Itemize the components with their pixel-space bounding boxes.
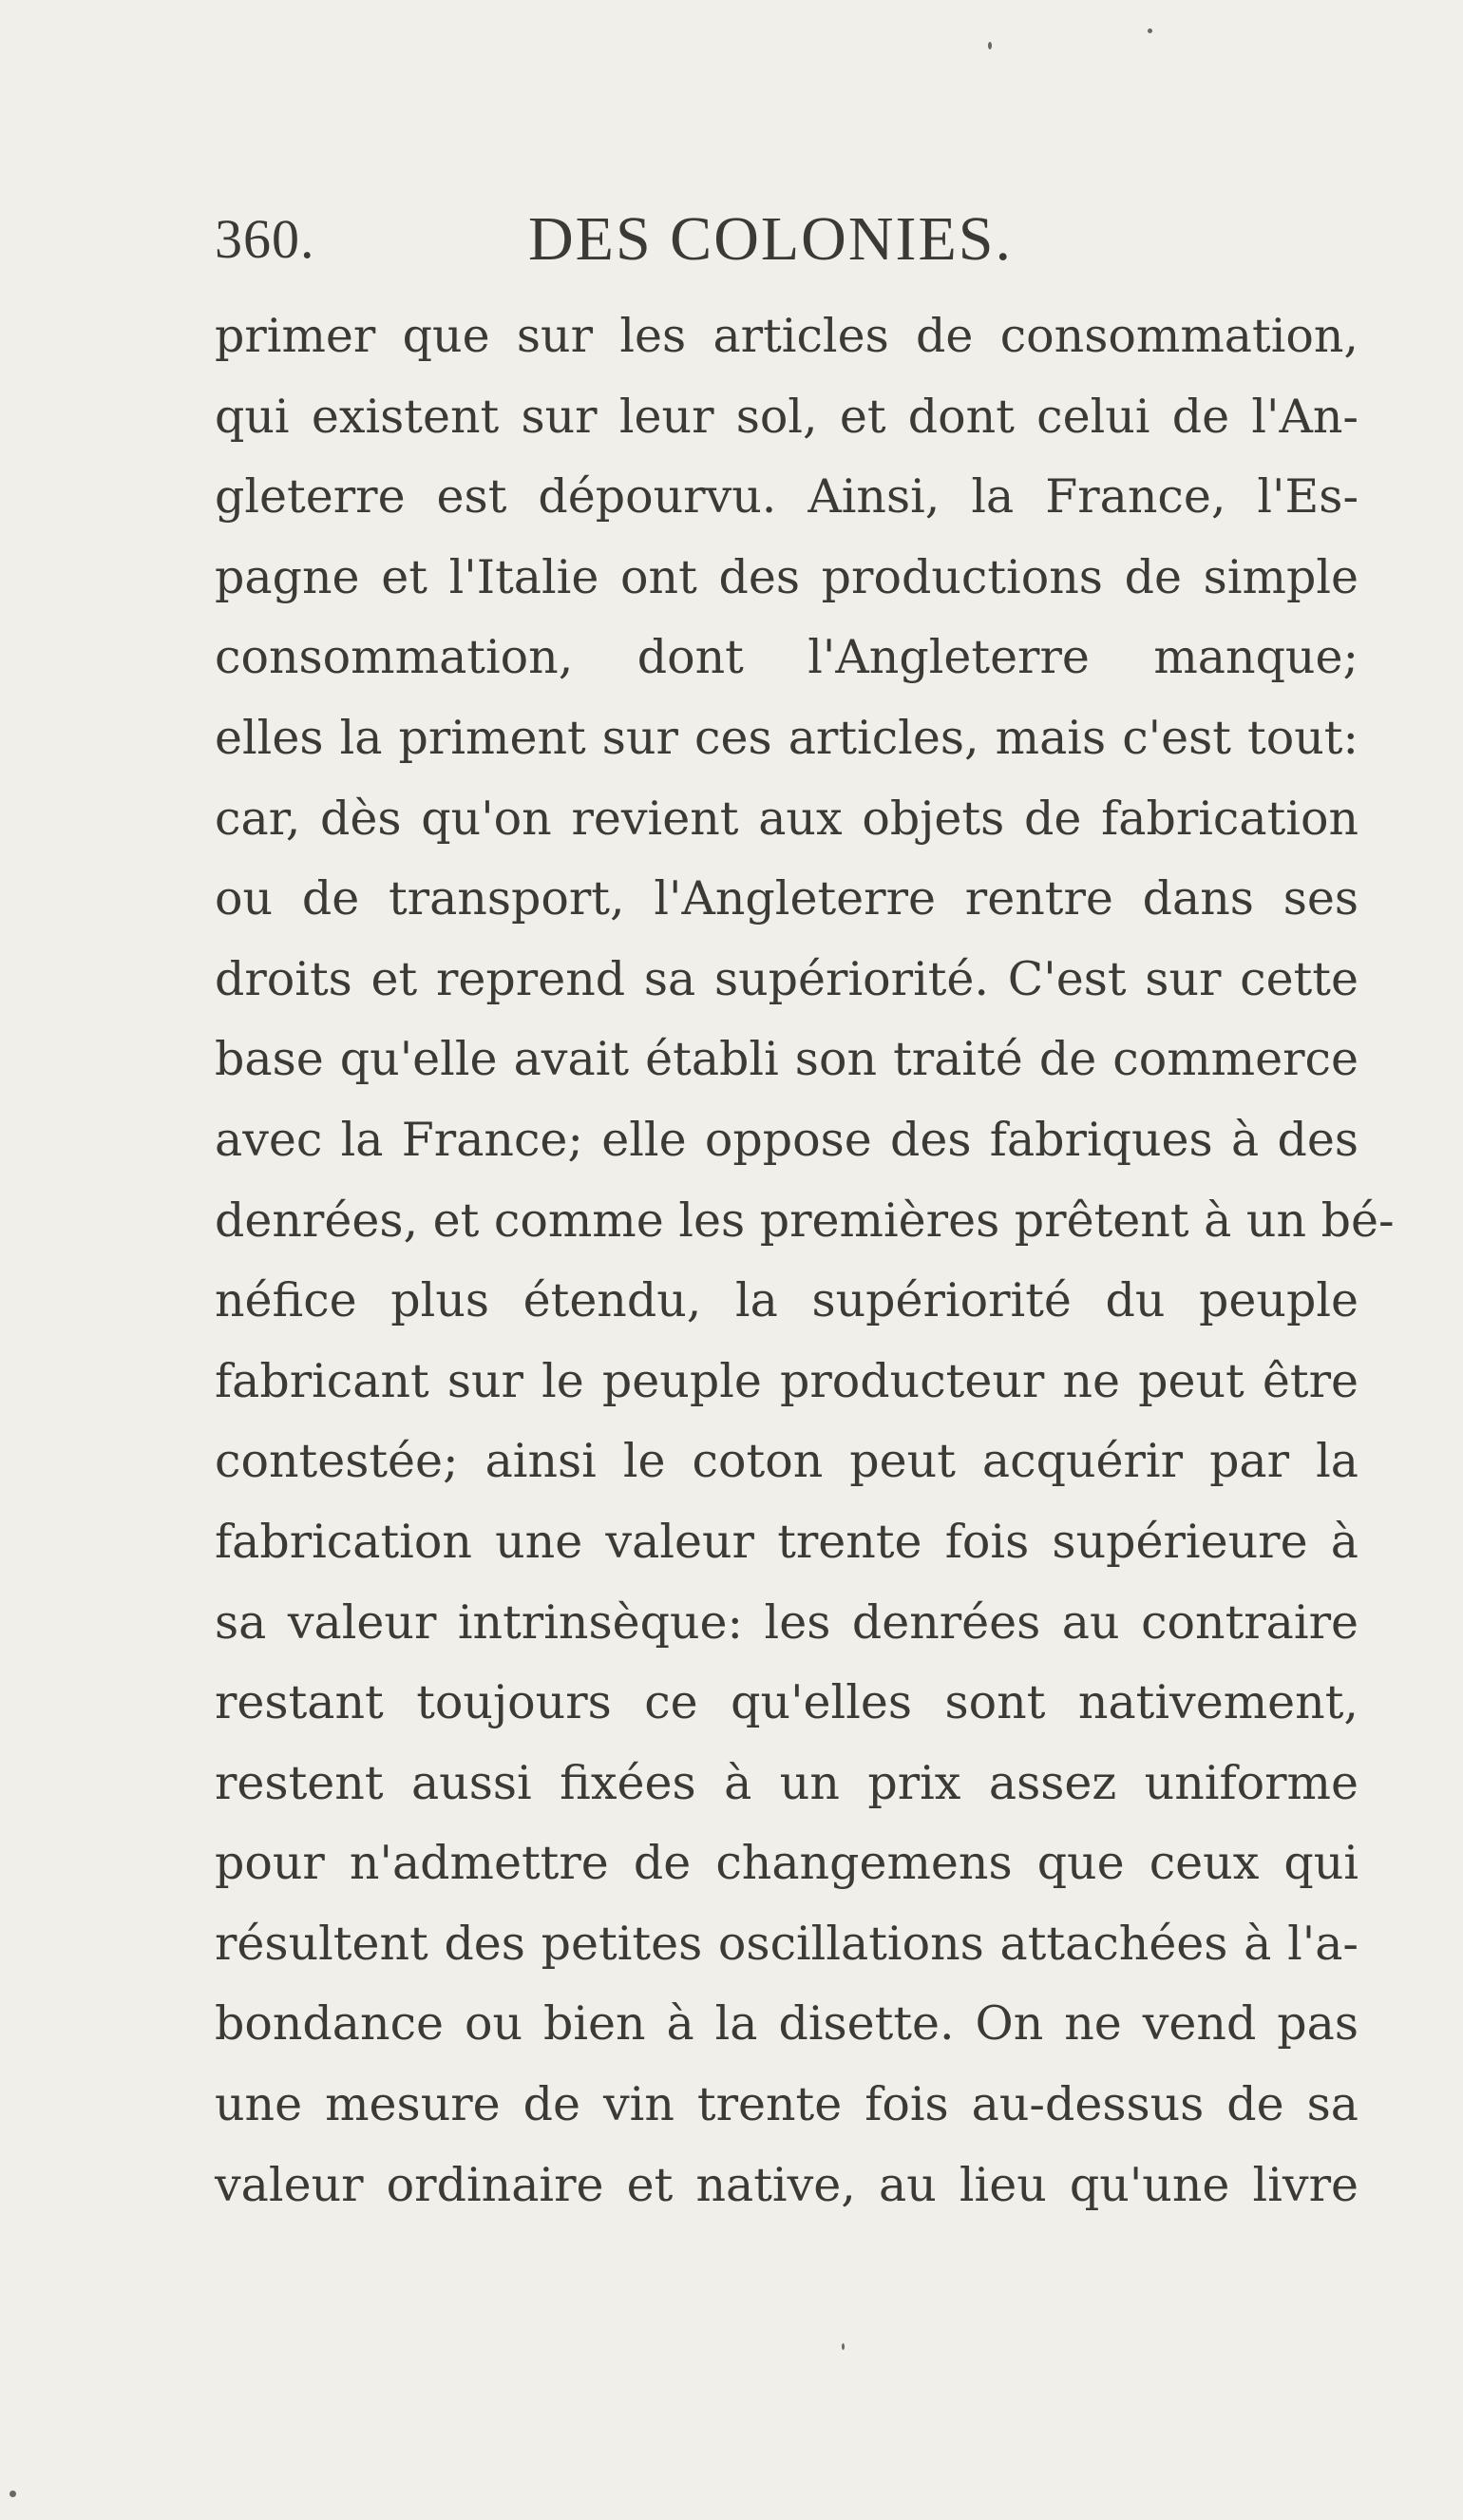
text-line: gleterre est dépourvu. Ainsi, la France, l'Es- (215, 469, 1358, 525)
page-header (215, 201, 1355, 277)
paper-speck (988, 42, 992, 49)
text-line: néfice plus étendu, la supériorité du peuple (215, 1273, 1358, 1328)
text-line: pour n'admettre de changemens que ceux qui (215, 1836, 1358, 1891)
text-line: qui existent sur leur sol, et dont celui de l'An- (215, 389, 1358, 444)
text-line: car, dès qu'on revient aux objets de fabrication (215, 791, 1358, 846)
running-head: DES COLONIES. (528, 204, 1014, 274)
paper-speck (842, 2343, 845, 2350)
page-number: 360. (215, 208, 315, 270)
text-line: sa valeur intrinsèque: les denrées au contraire (215, 1594, 1358, 1650)
text-line: ou de transport, l'Angleterre rentre dans ses (215, 871, 1358, 926)
text-line: fabricant sur le peuple producteur ne peut être (215, 1353, 1358, 1408)
paper-speck (1148, 29, 1152, 33)
text-line: restent aussi fixées à un prix assez uniforme (215, 1755, 1358, 1810)
text-line: elles la priment sur ces articles, mais c'est tout: (215, 710, 1358, 765)
text-line: denrées, et comme les premières prêtent à un bé- (215, 1193, 1395, 1248)
text-line: bondance ou bien à la disette. On ne vend pas (215, 1996, 1358, 2052)
text-line: résultent des petites oscillations attachées à l'a- (215, 1916, 1358, 1971)
text-line: avec la France; elle oppose des fabriques à des (215, 1112, 1358, 1167)
text-line: base qu'elle avait établi son traité de commerce (215, 1032, 1358, 1087)
text-line: pagne et l'Italie ont des productions de simple (215, 549, 1358, 604)
text-line: droits et reprend sa supériorité. C'est sur cette (215, 951, 1358, 1006)
text-line: valeur ordinaire et native, au lieu qu'une livre (215, 2157, 1358, 2212)
text-line: consommation, dont l'Angleterre manque; (215, 630, 1358, 685)
text-line: restant toujours ce qu'elles sont nativement, (215, 1675, 1358, 1730)
text-line: primer que sur les articles de consommation, (215, 309, 1358, 363)
text-line: fabrication une valeur trente fois supérieure à (215, 1514, 1358, 1569)
paper-speck (10, 2491, 16, 2497)
text-line: une mesure de vin trente fois au-dessus de sa (215, 2077, 1358, 2132)
text-line: contestée; ainsi le coton peut acquérir par la (215, 1434, 1358, 1489)
body-text (215, 296, 1395, 2225)
